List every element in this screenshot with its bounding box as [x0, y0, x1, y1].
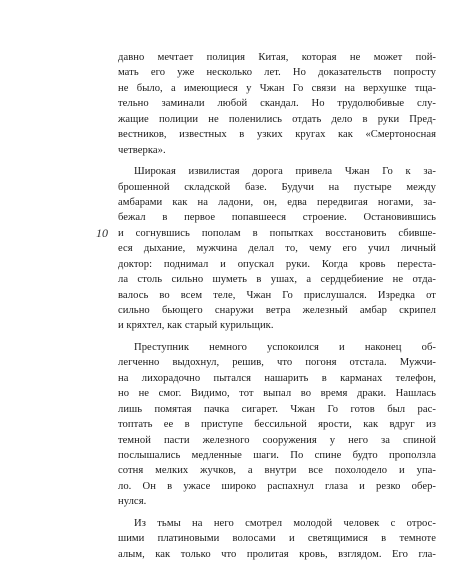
- text-line: давно мечтает полиция Китая, которая не может пой-: [118, 52, 436, 63]
- text-line: темной пасти железного сооружения у него за спиной: [118, 434, 436, 446]
- text-line: ла столь сильно шуметь в ушах, а сердцебиение не отда-: [118, 274, 436, 286]
- text-line: мать его уже несколько лет. Но доказательств попросту: [118, 67, 436, 79]
- text-line: послышались медленные шаги. По спине будто проползла: [118, 449, 436, 461]
- book-text: [118, 50, 436, 562]
- text-line: доктор: поднимал и опускал руки. Когда кровь переста-: [118, 258, 436, 270]
- text-line: сотня мелких жучков, а внутри все похолодело и упа-: [118, 465, 436, 477]
- text-line: лишь помятая пачка сигарет. Чжан Го готов был рас-: [118, 403, 436, 415]
- text-line: но не смог. Видимо, тот выпал во время драки. Нашлась: [118, 388, 436, 400]
- text-line: легченно выдохнул, решив, что погоня отстала. Мужчи-: [118, 357, 436, 369]
- text-line: валось во всем теле, Чжан Го прислушался. Изредка от: [118, 289, 436, 301]
- text-line: жащие полиции не поленились отдать дело в руки Пред-: [118, 113, 436, 125]
- page-number: 10: [96, 226, 108, 240]
- text-line: амбарами как на ладони, он, едва передвигая ногами, за-: [118, 196, 436, 208]
- text-line: и согнувшись пополам в попытках восстановить сбивше-: [118, 227, 436, 239]
- text-line: брошенной складской базе. Будучи на пустыре между: [118, 181, 436, 193]
- text-line: сильно бьющего снаружи ветра железный амбар скрипел: [118, 305, 436, 316]
- text-line: топтать ее в приступе бессильной ярости, как вдруг из: [118, 419, 436, 431]
- text-line: Из тьмы на него смотрел молодой человек с отрос-: [134, 517, 436, 529]
- text-line: ло. Он в ужасе широко распахнул глаза и резко обер-: [118, 480, 436, 492]
- text-line: Широкая извилистая дорога привела Чжан Го к за-: [134, 166, 436, 178]
- text-line: на лихорадочно пытался нашарить в карманах телефон,: [118, 372, 436, 384]
- text-line: еся дыхание, мужчина делал то, чему его учил личный: [118, 243, 436, 255]
- text-line: шими платиновыми волосами и светящимися в темноте: [118, 533, 436, 545]
- text-line: алым, как только что пролитая кровь, взглядом. Его гла-: [118, 548, 436, 560]
- text-line: четверка».: [118, 144, 166, 156]
- text-line: бежал в первое попавшееся строение. Остановившись: [118, 212, 436, 224]
- text-line: тельно заминали любой скандал. Но трудолюбивые слу-: [118, 98, 436, 110]
- text-line: не было, а имеющиеся у Чжан Го связи на верхушке тща-: [118, 82, 436, 94]
- text-line: и кряхтел, как старый курильщик.: [118, 320, 274, 332]
- text-line: нулся.: [118, 496, 147, 508]
- text-line: Преступник немного успокоился и наконец об-: [134, 341, 436, 353]
- text-line: вестников, известных в узких кругах как «Смертоносная: [118, 129, 436, 141]
